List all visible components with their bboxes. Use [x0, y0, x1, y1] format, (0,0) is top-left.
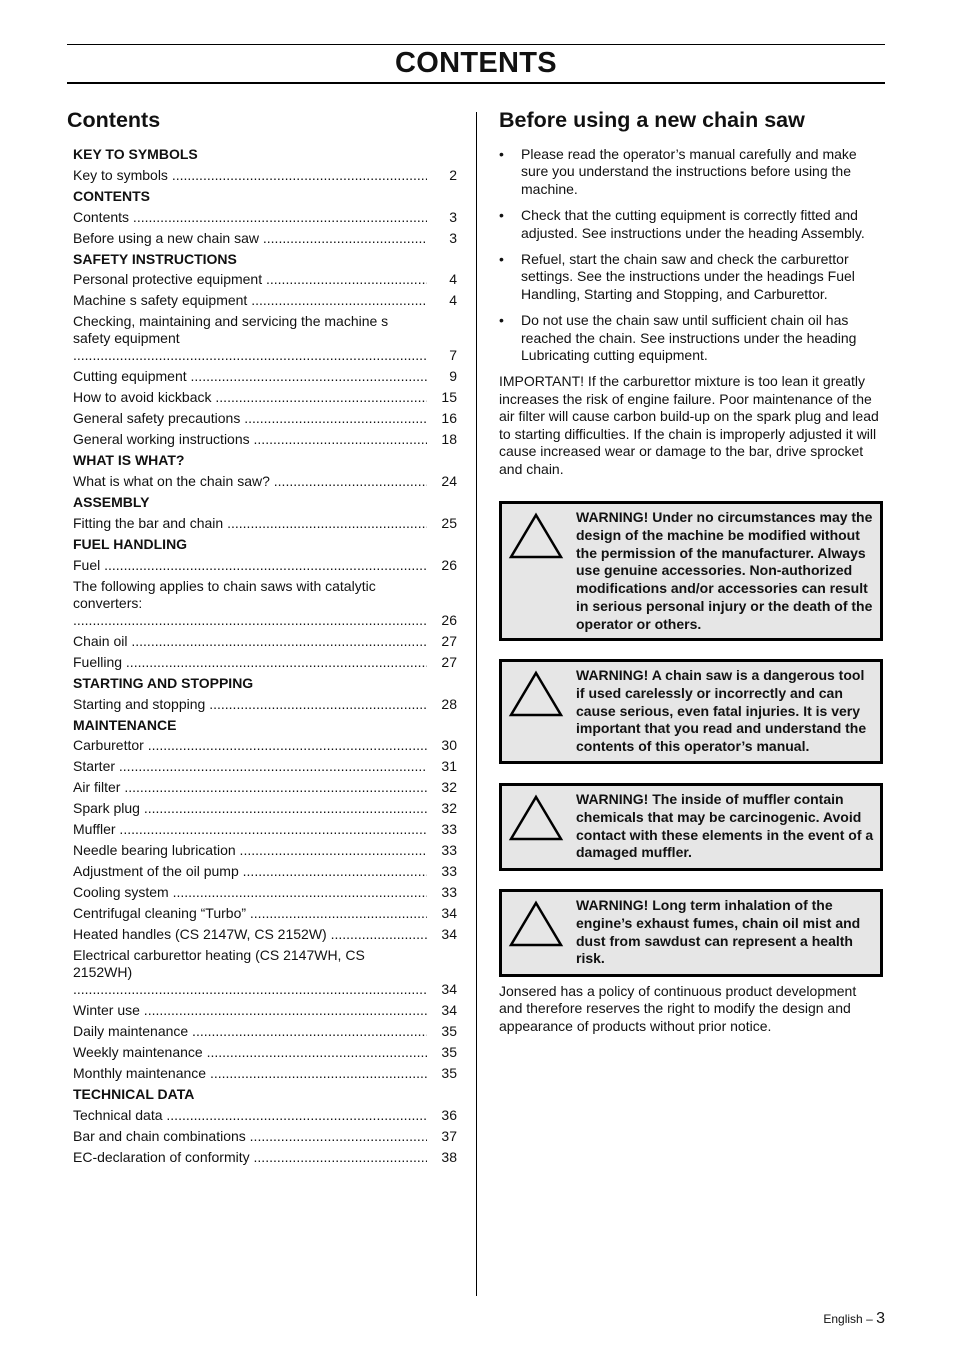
- toc-entry[interactable]: [67, 945, 457, 1000]
- toc-entry-page: 33: [441, 842, 457, 859]
- toc-column: [67, 106, 457, 1168]
- toc-entry-page: 37: [441, 1128, 457, 1145]
- toc-entry-page: 34: [441, 926, 457, 943]
- toc-entry-label: Centrifugal cleaning “Turbo” .....: [73, 905, 427, 922]
- toc-entry[interactable]: [67, 1147, 457, 1168]
- toc-entry-label: Key to symbols .....: [73, 167, 427, 184]
- toc-entry-label: Contents .....: [73, 209, 427, 226]
- toc-entry-page: 33: [441, 884, 457, 901]
- toc-section-heading: WHAT IS WHAT?: [73, 452, 185, 469]
- toc-entry[interactable]: [67, 694, 457, 715]
- toc-entry-label: Before using a new chain saw .....: [73, 230, 427, 247]
- toc-entry-page: 18: [441, 431, 457, 448]
- toc-entry-page: 33: [441, 863, 457, 880]
- toc-entry-page: 9: [449, 368, 457, 385]
- toc-entry[interactable]: [67, 387, 457, 408]
- toc-entry-label: Checking, maintaining and servicing the machine s safety equipment .....: [73, 313, 427, 364]
- toc-entry[interactable]: [67, 408, 457, 429]
- toc-entry[interactable]: [67, 1042, 457, 1063]
- toc-list: [67, 144, 457, 1168]
- column-divider: [476, 112, 477, 1296]
- page-banner: [67, 44, 885, 84]
- toc-entry-page: 31: [441, 758, 457, 775]
- toc-entry-label: Chain oil .....: [73, 633, 427, 650]
- warning-box: [499, 783, 883, 871]
- toc-section-heading: SAFETY INSTRUCTIONS: [73, 250, 237, 267]
- toc-entry[interactable]: [67, 1126, 457, 1147]
- toc-section-heading: TECHNICAL DATA: [73, 1086, 195, 1103]
- toc-entry-label: The following applies to chain saws with catalytic converters: .....: [73, 578, 427, 629]
- warning-triangle-icon: [508, 670, 564, 718]
- page-title: CONTENTS: [395, 47, 557, 79]
- toc-entry-label: Cooling system .....: [73, 884, 427, 901]
- footer-separator: –: [866, 1312, 873, 1326]
- toc-entry-page: 38: [441, 1149, 457, 1166]
- toc-entry[interactable]: [67, 903, 457, 924]
- warning-text: WARNING! Under no circumstances may the design of the machine be modified without the permission of the manufacturer. Always use genuine accessories. Non-authorized modifications and/or accessories can result in serious personal injury or the death of the operator or others.: [576, 509, 873, 632]
- warning-text: WARNING! The inside of muffler contain chemicals that may be carcinogenic. Avoid contact with these elements in the event of a damaged muffler.: [576, 791, 874, 861]
- toc-section-heading: MAINTENANCE: [73, 716, 177, 733]
- toc-entry[interactable]: [67, 576, 457, 631]
- toc-entry-label: Monthly maintenance .....: [73, 1065, 427, 1082]
- list-item: • Do not use the chain saw until sufficient chain oil has reached the chain. See instructions under the heading Lubricating cutting equipment.: [499, 312, 885, 364]
- toc-entry-label: Fitting the bar and chain .....: [73, 515, 427, 532]
- toc-entry-page: 35: [441, 1065, 457, 1082]
- toc-entry-page: 15: [441, 389, 457, 406]
- toc-entry-label: Spark plug .....: [73, 800, 427, 817]
- toc-entry-page: 35: [441, 1023, 457, 1040]
- toc-entry[interactable]: [67, 471, 457, 492]
- toc-entry-label: General safety precautions .....: [73, 410, 427, 427]
- toc-entry-label: How to avoid kickback .....: [73, 389, 427, 406]
- toc-entry-label: General working instructions .....: [73, 431, 427, 448]
- toc-entry-page: 27: [441, 653, 457, 670]
- toc-entry[interactable]: [67, 840, 457, 861]
- toc-entry-page: 27: [441, 632, 457, 649]
- warning-text: WARNING! Long term inhalation of the engine’s exhaust fumes, chain oil mist and dust from sawdust can represent a health risk.: [576, 897, 861, 967]
- toc-entry-page: 3: [449, 229, 457, 246]
- toc-entry[interactable]: [67, 290, 457, 311]
- policy-note: Jonsered has a policy of continuous product development and therefore reserves the right to modify the design and appearance of products without prior notice.: [499, 983, 857, 1034]
- toc-entry[interactable]: [67, 555, 457, 576]
- toc-entry[interactable]: [67, 882, 457, 903]
- toc-entry-label: Carburettor .....: [73, 737, 427, 754]
- toc-section-heading: KEY TO SYMBOLS: [73, 146, 198, 162]
- toc-entry-page: 2: [449, 166, 457, 183]
- toc-entry-label: What is what on the chain saw? .....: [73, 473, 427, 490]
- important-note: IMPORTANT! If the carburettor mixture is too lean it greatly increases the risk of engine failure. Poor maintenance of the air filter will cause carbon build-up on the spark plug and lead to starting difficulties. If the chain is improperly adjusted it will cause increased wear or damage to the bar, drive sprocket and chain.: [499, 373, 879, 477]
- warning-box: [499, 889, 883, 977]
- instruction-list: [499, 146, 885, 364]
- toc-entry[interactable]: [67, 513, 457, 534]
- toc-entry-label: Bar and chain combinations .....: [73, 1128, 427, 1145]
- toc-entry[interactable]: [67, 652, 457, 673]
- toc-entry-label: Adjustment of the oil pump .....: [73, 863, 427, 880]
- toc-entry[interactable]: [67, 1105, 457, 1126]
- toc-entry-label: Personal protective equipment .....: [73, 271, 427, 288]
- toc-entry[interactable]: [67, 429, 457, 450]
- warning-triangle-icon: [508, 900, 564, 948]
- warning-triangle-icon: [508, 794, 564, 842]
- toc-entry-page: 34: [441, 1002, 457, 1019]
- intro-column: [499, 106, 885, 1034]
- warning-triangle-icon: [508, 512, 564, 560]
- footer-language: English: [823, 1312, 863, 1326]
- toc-entry[interactable]: [67, 924, 457, 945]
- toc-section-heading: CONTENTS: [73, 187, 150, 204]
- toc-entry-page: 34: [441, 905, 457, 922]
- toc-entry-label: Muffler .....: [73, 821, 427, 838]
- toc-entry[interactable]: [67, 366, 457, 387]
- toc-entry-page: 4: [449, 292, 457, 309]
- toc-entry-page: 35: [441, 1044, 457, 1061]
- toc-entry-page: 32: [441, 800, 457, 817]
- list-item: • Please read the operator’s manual carefully and make sure you understand the instructions before using the machine.: [499, 146, 885, 198]
- toc-entry-page: 26: [441, 611, 457, 628]
- toc-entry[interactable]: [67, 1063, 457, 1084]
- toc-entry-page: 32: [441, 779, 457, 796]
- toc-entry-label: Starter .....: [73, 758, 427, 775]
- toc-entry[interactable]: [67, 1000, 457, 1021]
- toc-entry-label: Cutting equipment .....: [73, 368, 427, 385]
- toc-section-heading: STARTING AND STOPPING: [73, 674, 254, 691]
- page-number: 3: [876, 1310, 885, 1327]
- toc-entry-page: 33: [441, 821, 457, 838]
- toc-entry-page: 30: [441, 737, 457, 754]
- toc-entry-label: Heated handles (CS 2147W, CS 2152W) .....: [73, 926, 427, 943]
- intro-heading: Before using a new chain saw: [499, 108, 805, 132]
- toc-entry-label: Starting and stopping .....: [73, 696, 427, 713]
- toc-entry-label: Machine s safety equipment .....: [73, 292, 427, 309]
- toc-entry[interactable]: [67, 165, 457, 186]
- toc-entry-page: 3: [449, 208, 457, 225]
- warning-box: [499, 501, 883, 641]
- toc-section-heading: FUEL HANDLING: [73, 535, 188, 552]
- toc-entry-label: Weekly maintenance .....: [73, 1044, 427, 1061]
- toc-entry[interactable]: [67, 819, 457, 840]
- toc-entry[interactable]: [67, 228, 457, 249]
- toc-entry-page: 16: [441, 410, 457, 427]
- toc-entry-label: Winter use .....: [73, 1002, 427, 1019]
- toc-entry-label: Needle bearing lubrication .....: [73, 842, 427, 859]
- toc-entry-page: 28: [441, 695, 457, 712]
- toc-entry-label: Fuelling .....: [73, 654, 427, 671]
- toc-entry-page: 34: [441, 981, 457, 998]
- list-item: • Check that the cutting equipment is correctly fitted and adjusted. See instructions under the heading Assembly.: [499, 207, 885, 242]
- toc-entry-label: Electrical carburettor heating (CS 2147WH, CS 2152WH) .....: [73, 947, 427, 998]
- toc-entry-page: 7: [449, 347, 457, 364]
- list-item: • Refuel, start the chain saw and check the carburettor settings. See the instructions under the headings Fuel Handling, Starting and Stopping, and Carburettor.: [499, 251, 885, 303]
- toc-heading: Contents: [67, 108, 161, 132]
- toc-entry[interactable]: [67, 269, 457, 290]
- toc-entry-page: 24: [441, 473, 457, 490]
- toc-section-heading: ASSEMBLY: [73, 494, 150, 511]
- toc-entry[interactable]: [67, 735, 457, 756]
- toc-entry-page: 36: [441, 1107, 457, 1124]
- toc-entry-page: 26: [441, 556, 457, 573]
- toc-entry[interactable]: [67, 311, 457, 366]
- toc-entry-page: 4: [449, 271, 457, 288]
- toc-entry[interactable]: [67, 777, 457, 798]
- toc-entry-label: Fuel .....: [73, 557, 427, 574]
- warning-box: [499, 659, 883, 764]
- toc-entry[interactable]: [67, 631, 457, 652]
- toc-entry-label: EC-declaration of conformity .....: [73, 1149, 427, 1166]
- toc-entry[interactable]: [67, 798, 457, 819]
- toc-entry[interactable]: [67, 207, 457, 228]
- toc-entry-page: 25: [441, 514, 457, 531]
- toc-entry-label: Technical data .....: [73, 1107, 427, 1124]
- toc-entry-label: Air filter .....: [73, 779, 427, 796]
- warning-text: WARNING! A chain saw is a dangerous tool if used carelessly or incorrectly and can cause serious, even fatal injuries. It is very important that you read and understand the contents of this operator’s manual.: [576, 667, 867, 755]
- page-footer: [823, 1310, 885, 1328]
- toc-entry[interactable]: [67, 1021, 457, 1042]
- toc-entry-label: Daily maintenance .....: [73, 1023, 427, 1040]
- toc-entry[interactable]: [67, 756, 457, 777]
- toc-entry[interactable]: [67, 861, 457, 882]
